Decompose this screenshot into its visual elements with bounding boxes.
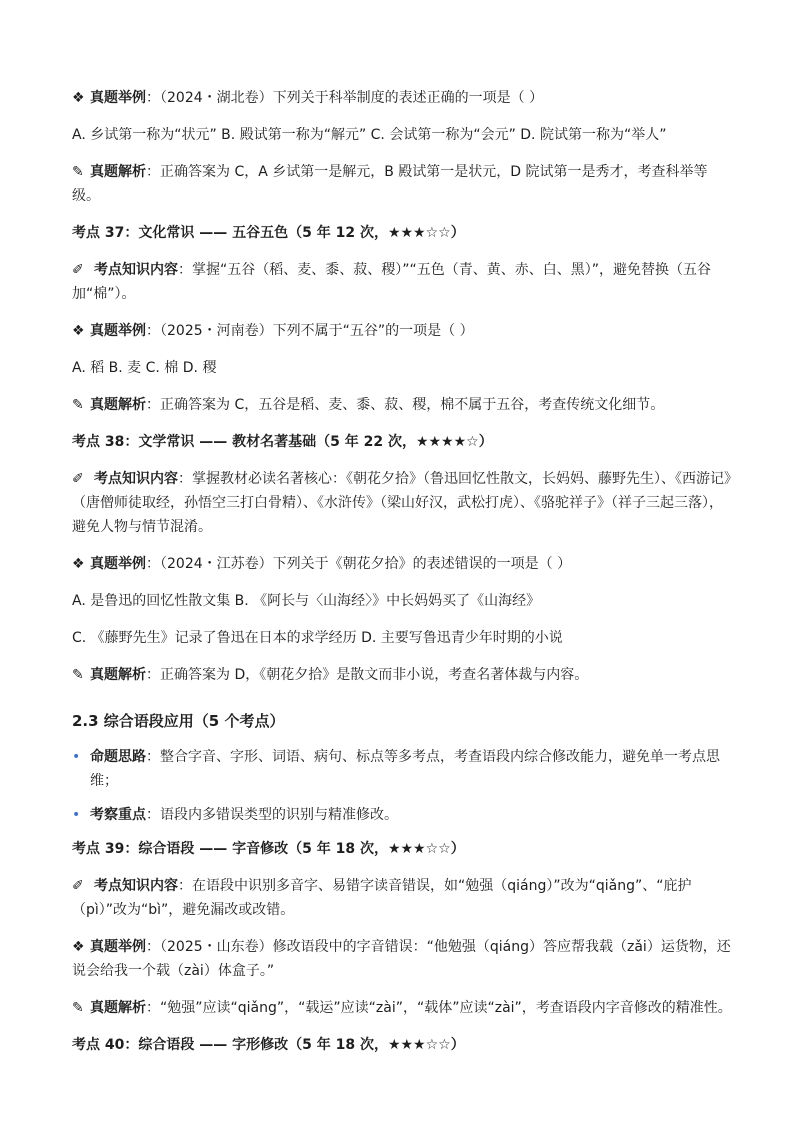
pencil-icon: ✎ [72, 1000, 84, 1016]
analysis-paragraph [72, 160, 732, 208]
topic-heading-39: 考点 39：综合语段 —— 字音修改（5 年 18 次，★★★☆☆） [72, 841, 465, 857]
analysis-label: 真题解析 [90, 1000, 146, 1016]
knowledge-label: 考点知识内容 [94, 262, 178, 278]
topic-heading-38: 考点 38：文学常识 —— 教材名著基础（5 年 22 次，★★★★☆） [72, 434, 493, 450]
options-line: A. 稻 B. 麦 C. 棉 D. 稷 [72, 360, 217, 376]
topic-heading-37: 考点 37：文化常识 —— 五谷五色（5 年 12 次，★★★☆☆） [72, 225, 465, 241]
pen-icon: ✐ [72, 878, 84, 894]
topic-heading-40: 考点 40：综合语段 —— 字形修改（5 年 18 次，★★★☆☆） [72, 1037, 465, 1053]
knowledge-paragraph [72, 258, 732, 306]
example-label: 真题举例 [90, 90, 146, 106]
pencil-icon: ✎ [72, 397, 84, 413]
list-item [72, 803, 732, 827]
example-paragraph [72, 552, 732, 576]
analysis-text: ：正确答案为 C，五谷是稻、麦、黍、菽、稷，棉不属于五谷，考查传统文化细节。 [146, 397, 665, 413]
analysis-text: ：正确答案为 D，《朝花夕拾》是散文而非小说，考查名著体裁与内容。 [146, 667, 589, 683]
diamond-bullet-icon: ❖ [72, 323, 85, 339]
pen-icon: ✐ [72, 262, 84, 278]
knowledge-paragraph [72, 467, 732, 539]
example-text: ：（2025・河南卷）下列不属于“五谷”的一项是（ ） [146, 323, 474, 339]
pen-icon: ✐ [72, 471, 84, 487]
example-text: ：（2024・江苏卷）下列关于《朝花夕拾》的表述错误的一项是（ ） [146, 556, 572, 572]
knowledge-label: 考点知识内容 [94, 878, 178, 894]
document-page [72, 86, 732, 1070]
knowledge-text: ：掌握“五谷（稻、麦、黍、菽、稷）”“五色（青、黄、赤、白、黑）”，避免替换（五谷加“棉”）。 [72, 262, 712, 302]
knowledge-label: 考点知识内容 [94, 471, 178, 487]
focus-text: ：语段内多错误类型的识别与精准修改。 [146, 807, 398, 823]
example-paragraph [72, 319, 732, 343]
example-label: 真题举例 [90, 939, 146, 955]
diamond-bullet-icon: ❖ [72, 556, 85, 572]
analysis-label: 真题解析 [90, 667, 146, 683]
section-bullet-list [72, 745, 732, 827]
focus-label: 考察重点 [90, 807, 146, 823]
knowledge-text: ：在语段中识别多音字、易错字读音错误，如“勉强（qiáng）”改为“qiǎng”、“庇护（pì）”改为“bì”，避免漏改或改错。 [72, 878, 692, 918]
analysis-label: 真题解析 [90, 397, 146, 413]
pencil-icon: ✎ [72, 164, 84, 180]
diamond-bullet-icon: ❖ [72, 939, 85, 955]
options-line: A. 乡试第一称为“状元” B. 殿试第一称为“解元” C. 会试第一称为“会元” D. 院试第一称为“举人” [72, 127, 667, 143]
analysis-text: ：“勉强”应读“qiǎng”，“载运”应读“zài”，“载体”应读“zài”，考查语段内字音修改的精准性。 [146, 1000, 732, 1016]
knowledge-text: ：掌握教材必读名著核心：《朝花夕拾》（鲁迅回忆性散文，长妈妈、藤野先生）、《西游记》（唐僧师徒取经，孙悟空三打白骨精）、《水浒传》（梁山好汉，武松打虎）、《骆驼祥子》（祥子三起三落），避免人物与情节混淆。 [72, 471, 731, 535]
options-line: C. 《藤野先生》记录了鲁迅在日本的求学经历 D. 主要写鲁迅青少年时期的小说 [72, 630, 563, 646]
intent-label: 命题思路 [90, 749, 146, 765]
analysis-paragraph [72, 663, 732, 687]
example-paragraph [72, 935, 732, 983]
diamond-bullet-icon: ❖ [72, 90, 85, 106]
section-title: 2.3 综合语段应用（5 个考点） [72, 712, 285, 730]
knowledge-paragraph [72, 874, 732, 922]
analysis-paragraph [72, 393, 732, 417]
example-text: ：（2025・山东卷）修改语段中的字音错误：“他勉强（qiáng）答应帮我载（zǎi）运货物，还说会给我一个载（zài）体盒子。” [72, 939, 731, 979]
analysis-paragraph [72, 996, 732, 1020]
analysis-label: 真题解析 [90, 164, 146, 180]
pencil-icon: ✎ [72, 667, 84, 683]
list-item [72, 745, 732, 793]
intent-text: ：整合字音、字形、词语、病句、标点等多考点，考查语段内综合修改能力，避免单一考点思维； [90, 749, 720, 789]
example-paragraph [72, 86, 732, 110]
bullet-dot-icon: • [72, 749, 81, 765]
example-label: 真题举例 [90, 323, 146, 339]
analysis-text: ：正确答案为 C，A 乡试第一是解元，B 殿试第一是状元，D 院试第一是秀才，考查科举等级。 [72, 164, 708, 204]
example-text: ：（2024・湖北卷）下列关于科举制度的表述正确的一项是（ ） [146, 90, 544, 106]
options-line: A. 是鲁迅的回忆性散文集 B. 《阿长与〈山海经〉》中长妈妈买了《山海经》 [72, 593, 541, 609]
example-label: 真题举例 [90, 556, 146, 572]
bullet-dot-icon: • [72, 807, 81, 823]
